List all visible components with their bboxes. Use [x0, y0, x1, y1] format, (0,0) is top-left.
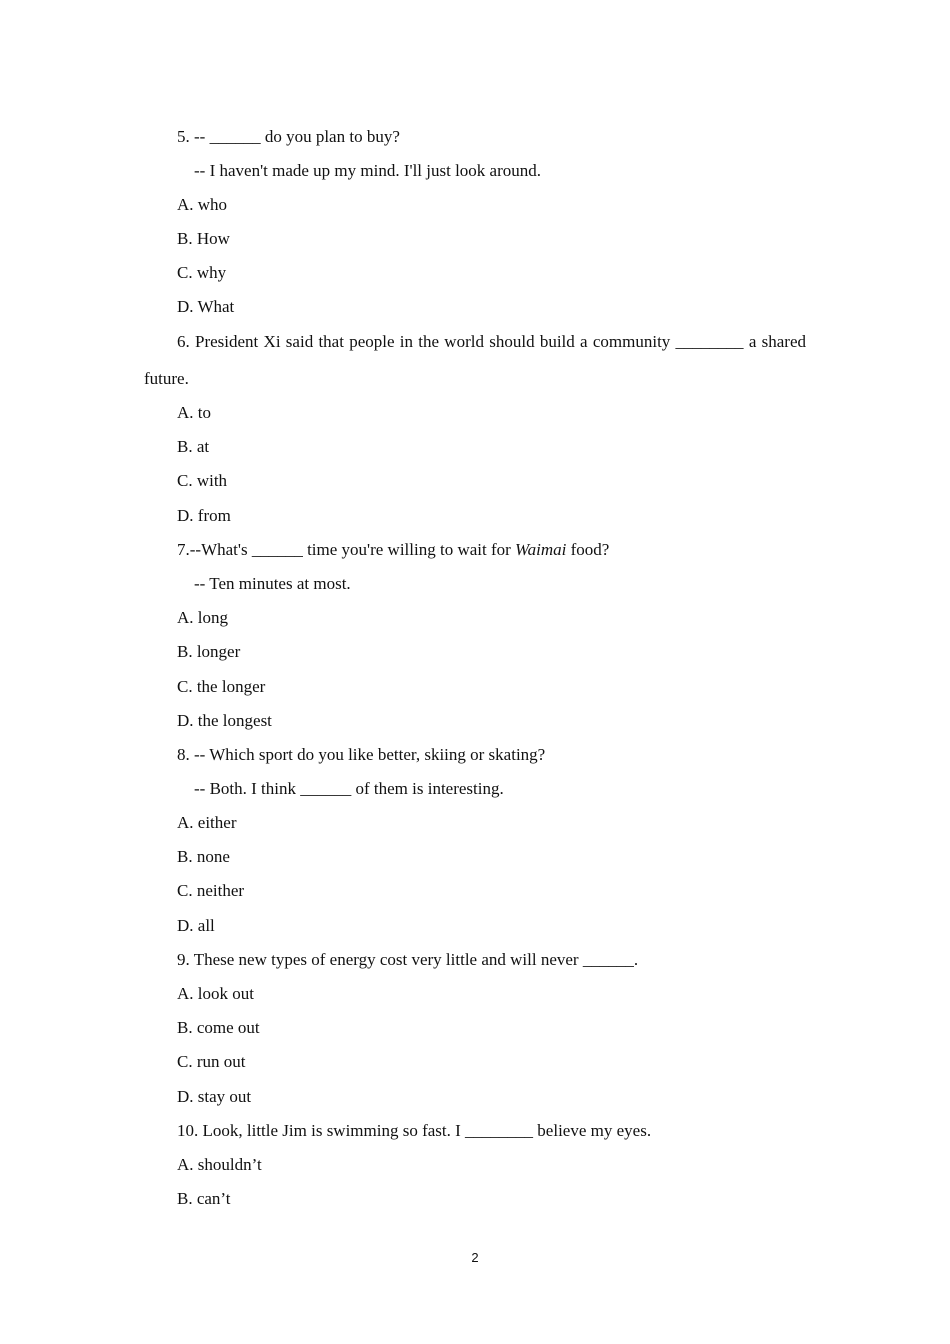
question-5-stem: 5. -- ______ do you plan to buy? [177, 127, 400, 146]
question-7-reply: -- Ten minutes at most. [194, 574, 351, 593]
question-7-option-d: D. the longest [177, 711, 272, 730]
question-8-stem: 8. -- Which sport do you like better, skiing or skating? [177, 745, 546, 764]
question-5-reply: -- I haven't made up my mind. I'll just look around. [194, 161, 542, 180]
question-10-option-b: B. can’t [177, 1189, 231, 1208]
question-6-option-c: C. with [177, 471, 228, 490]
question-7-stem-after: food? [566, 540, 610, 559]
question-9-stem: 9. These new types of energy cost very little and will never ______. [177, 950, 639, 969]
question-7-option-b: B. longer [177, 642, 241, 661]
question-8-reply: -- Both. I think ______ of them is interesting. [194, 779, 504, 798]
question-7-stem [177, 540, 609, 560]
question-7-option-c: C. the longer [177, 677, 266, 696]
question-8-option-d: D. all [177, 916, 215, 935]
question-8-option-b: B. none [177, 847, 230, 866]
question-7-stem-italic: Waimai [515, 540, 567, 559]
question-5-option-b: B. How [177, 229, 230, 248]
question-8-option-c: C. neither [177, 881, 245, 900]
question-9-option-d: D. stay out [177, 1087, 252, 1106]
question-5-option-a: A. who [177, 195, 228, 214]
question-6-stem-line1: 6. President Xi said that people in the world should build a community ________ a shared [177, 332, 806, 351]
question-6-option-b: B. at [177, 437, 210, 456]
page-number: 2 [471, 1250, 479, 1265]
question-7-option-a: A. long [177, 608, 228, 627]
question-8-option-a: A. either [177, 813, 237, 832]
question-9-option-c: C. run out [177, 1052, 246, 1071]
question-6-stem-line2: future. [144, 369, 189, 388]
question-5-option-d: D. What [177, 297, 235, 316]
question-10-option-a: A. shouldn’t [177, 1155, 262, 1174]
question-6-option-a: A. to [177, 403, 211, 422]
question-7-stem-before: 7.--What's ______ time you're willing to wait for [177, 540, 516, 559]
question-6-option-d: D. from [177, 506, 231, 525]
question-9-option-a: A. look out [177, 984, 254, 1003]
question-5-option-c: C. why [177, 263, 227, 282]
question-9-option-b: B. come out [177, 1018, 260, 1037]
question-10-stem: 10. Look, little Jim is swimming so fast. I ________ believe my eyes. [177, 1121, 652, 1140]
